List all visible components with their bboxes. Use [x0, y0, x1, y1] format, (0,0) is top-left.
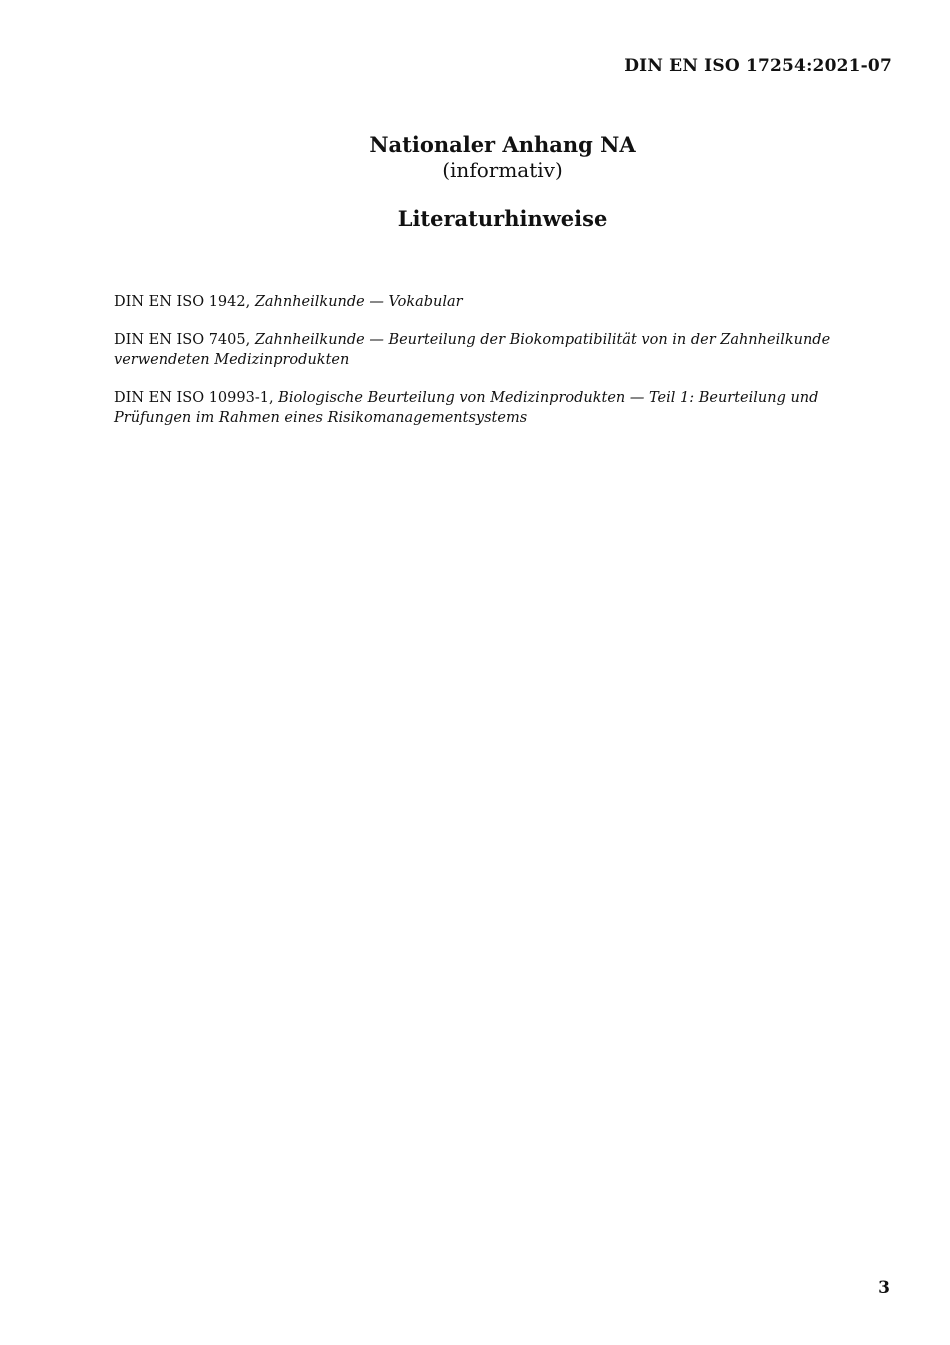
reference-designation: DIN EN ISO 10993-1,: [114, 390, 274, 406]
reference-title: Biologische Beurteilung von Medizinprodukten — Teil 1: Beurteilung und Prüfungen im Rahmen eines Risikomanagementsystems: [114, 390, 819, 426]
reference-title: Zahnheilkunde — Beurteilung der Biokompatibilität von in der Zahnheilkunde verwendeten Medizinprodukten: [114, 332, 831, 368]
reference-designation: DIN EN ISO 1942,: [114, 294, 251, 310]
reference-designation: DIN EN ISO 7405,: [114, 332, 251, 348]
reference-entry: [114, 388, 894, 428]
annex-heading: [0, 132, 950, 182]
section-title: Literaturhinweise: [397, 206, 608, 231]
annex-title: Nationaler Anhang NA: [369, 132, 636, 157]
reference-entry: [114, 330, 894, 370]
page-number: 3: [878, 1278, 890, 1298]
reference-entry: [114, 292, 894, 312]
reference-list: [114, 292, 894, 446]
document-identifier: DIN EN ISO 17254:2021-07: [624, 56, 892, 76]
reference-title: Zahnheilkunde — Vokabular: [254, 294, 463, 310]
annex-subtitle: (informativ): [442, 158, 563, 182]
